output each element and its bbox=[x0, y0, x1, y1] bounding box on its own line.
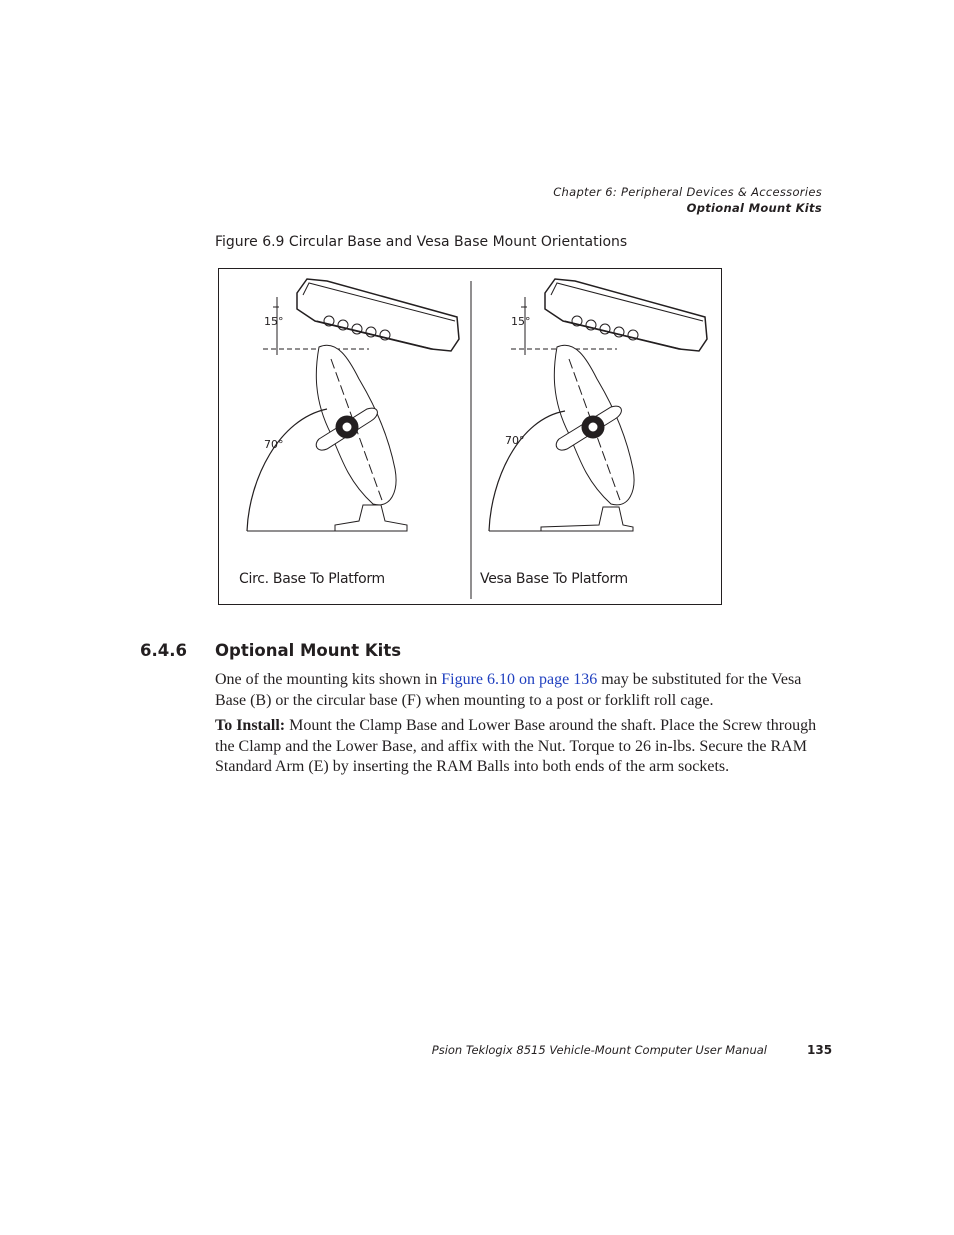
running-header-chapter: Chapter 6: Peripheral Devices & Accessories bbox=[553, 185, 822, 199]
section-number: 6.4.6 bbox=[140, 641, 187, 660]
figure-caption: Figure 6.9 Circular Base and Vesa Base Mount Orientations bbox=[215, 234, 628, 250]
body-paragraph-2 bbox=[215, 716, 830, 778]
install-instructions: Mount the Clamp Base and Lower Base around the shaft. Place the Screw through the Clamp and the Lower Base, and affix with the Nut. Torque to 26 in-lbs. Secure the RAM Standard Arm (E) by inserting the RAM Balls into both ends of the arm sockets. bbox=[215, 717, 817, 775]
running-header-section: Optional Mount Kits bbox=[686, 201, 822, 215]
p1-text-after: may be substituted for the Vesa Base (B) or the circular base (F) when mounting to a post or forklift roll cage. bbox=[215, 671, 802, 709]
body-paragraph-1 bbox=[215, 670, 830, 711]
left-panel-label: Circ. Base To Platform bbox=[239, 571, 385, 587]
footer-page-number: 135 bbox=[807, 1043, 833, 1057]
mount-diagram bbox=[219, 269, 723, 606]
footer-manual-title: Psion Teklogix 8515 Vehicle-Mount Computer User Manual bbox=[431, 1043, 767, 1057]
p1-text-before: One of the mounting kits shown in bbox=[215, 671, 442, 688]
left-angle-top-label: 15° bbox=[264, 315, 284, 328]
install-label: To Install: bbox=[215, 717, 286, 734]
figure-mount-orientations bbox=[218, 268, 722, 605]
section-title: Optional Mount Kits bbox=[215, 641, 402, 660]
right-panel-label: Vesa Base To Platform bbox=[480, 571, 628, 587]
right-angle-top-label: 15° bbox=[511, 315, 531, 328]
figure-6-10-link[interactable]: Figure 6.10 on page 136 bbox=[441, 671, 598, 688]
left-angle-bottom-label: 70° bbox=[264, 438, 284, 451]
right-angle-bottom-label: 70° bbox=[505, 434, 525, 447]
